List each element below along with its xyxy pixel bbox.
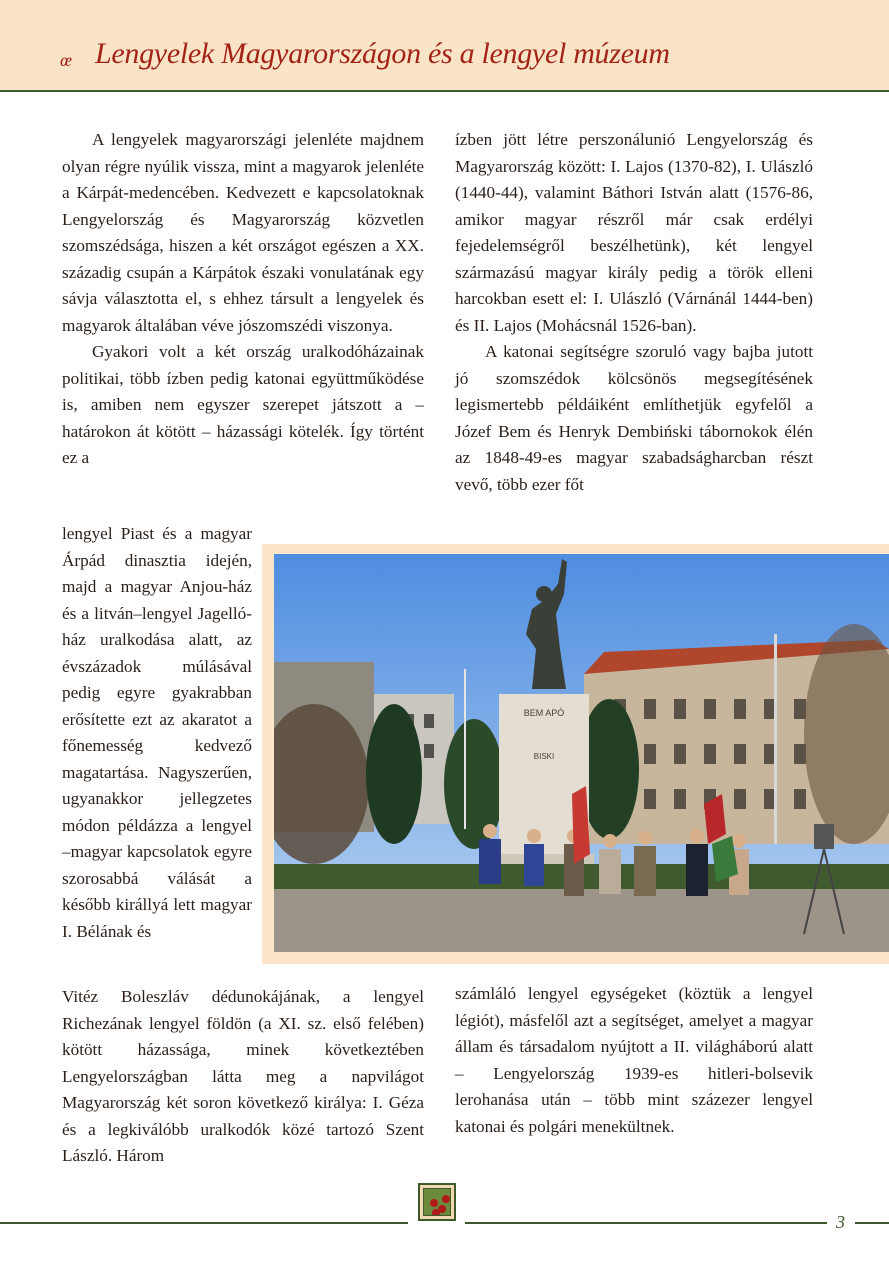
footer-emblem xyxy=(418,1183,456,1221)
berries-icon xyxy=(423,1188,451,1216)
monument-inscription-top: BEM APÓ xyxy=(523,708,565,718)
paragraph-dynasties: Gyakori volt a két ország uralkodóházainak politikai, több ízben pedig katonai együttműködése is, amiben nem egyszer szerepet játszott a – határokon át kötött – házassági kötelék. Így történt ez a xyxy=(62,342,424,467)
bem-monument-photo xyxy=(274,554,889,952)
page-header xyxy=(0,0,889,92)
photo-illustration xyxy=(274,554,889,952)
paragraph-dynasties-cont: lengyel Piast és a magyar Árpád dinasztia idején, majd a magyar Anjou-ház és a litván–lengyel Jagelló-ház uralkodása alatt, az évszázadok múlásával pedig egyre gyakrabban erősítette ezt az akaratot a főnemesség kedvező magatartása. Nagyszerűen, ugyanakkor jellegzetes módon példázza a lengyel –magyar kapcsolatok egyre szorosabbá válását a később királlyá lett magyar I. Bélának és xyxy=(62,524,252,941)
right-column-bottom xyxy=(455,981,813,1140)
footer-rule-right xyxy=(465,1222,827,1224)
right-column-top xyxy=(455,127,813,498)
paragraph-personal-union: ízben jött létre perszonálunió Lengyelország és Magyarország között: I. Lajos (1370-82), I. Ulászló (1440-44), valamint Báthori István alatt (1576-86, amikor magyar részről már csak erdélyi fejedelemségről beszélhetünk), két lengyel származású magyar király pedig a török elleni harcokban esett el: I. Ulászló (Várnánál 1444-ben) és II. Lajos (Mohácsnál 1526-ban). xyxy=(455,130,813,335)
footer-rule-end xyxy=(855,1222,889,1224)
left-column-top xyxy=(62,127,424,472)
monument-inscription-bottom: BISKI xyxy=(533,752,555,761)
paragraph-richeza: Vitéz Boleszláv dédunokájának, a lengyel Richezának lengyel földön (a XI. sz. első felében) kötött házassága, minek következtében Lengyelországban látta meg a napvilágot Magyarország két soron következő királya: I. Géza és a legkiválóbb uralkodók közé tartozó Szent László. Három xyxy=(62,987,424,1165)
paragraph-mutual-help: A katonai segítségre szoruló vagy bajba jutott jó szomszédok kölcsönös megsegítésének legismertebb példáiként említhetjük egyfelől a Józef Bem és Henryk Dembiński tábornokok élén az 1848-49-es magyar szabadságharcban részt vevő, több ezer főt xyxy=(455,342,813,494)
paragraph-ww2: számláló lengyel egységeket (köztük a lengyel légiót), másfelől azt a segítséget, amelyet a magyar állam és társadalom nyújtott a II. világháború alatt – Lengyelország 1939-es hitleri-bolsevik lerohanása után – több mint százezer lengyel katonai és polgári menekültnek. xyxy=(455,984,813,1136)
page-number: 3 xyxy=(836,1212,845,1232)
left-column-narrow xyxy=(62,521,252,945)
left-column-bottom xyxy=(62,984,424,1170)
ornament-icon: œ xyxy=(60,50,73,70)
footer-rule-left xyxy=(0,1222,408,1224)
paragraph-intro: A lengyelek magyarországi jelenléte majdnem olyan régre nyúlik vissza, mint a magyarok jelenléte a Kárpát-medencében. Kedvezett e kapcsolatoknak Lengyelország és Magyarország közvetlen szomszédsága, hiszen a két országot egészen a XX. századig csupán a Kárpátok északi vonulatának egy sávja választotta el, s ehhez társult a lengyelek és magyarok általában véve jószomszédi viszonya. xyxy=(62,130,424,335)
page-title: Lengyelek Magyarországon és a lengyel múzeum xyxy=(95,37,670,70)
